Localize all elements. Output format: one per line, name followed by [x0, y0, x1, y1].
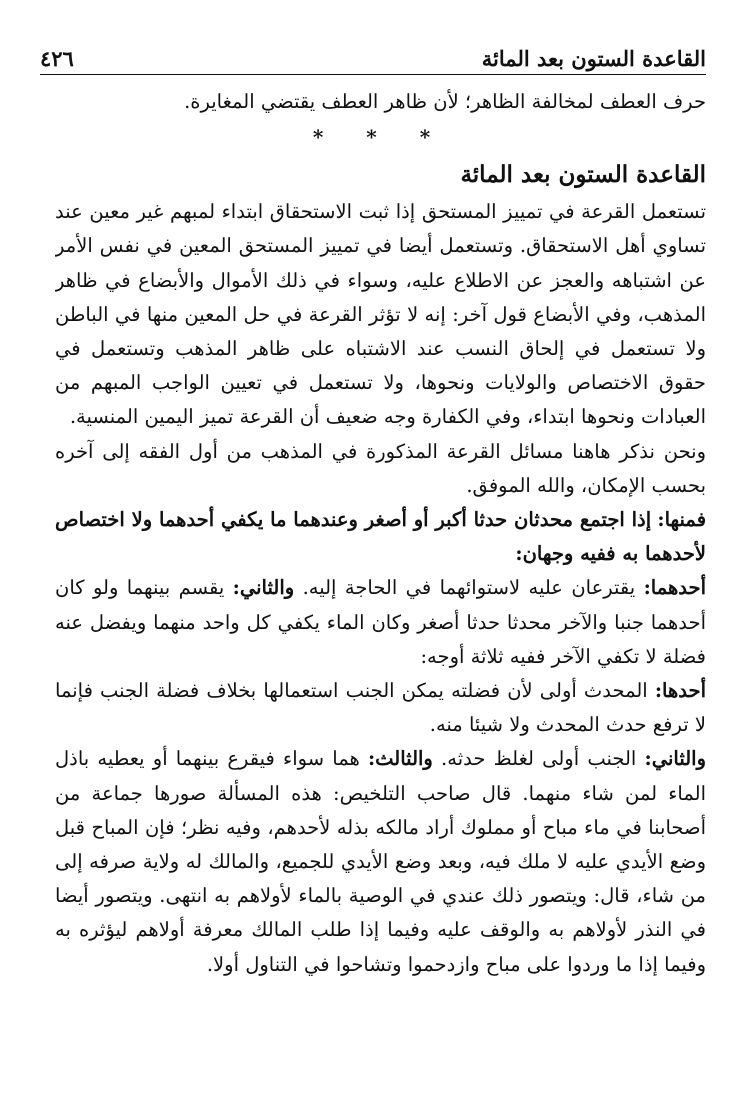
paragraph-4-lead: أحدهما: — [643, 576, 706, 600]
paragraph-4-lead-2: والثاني: — [232, 576, 295, 600]
paragraph-3-lead: فمنها: — [657, 508, 706, 532]
page-body — [55, 85, 706, 1067]
paragraph-6-lead-2: والثالث: — [367, 747, 433, 771]
paragraph-6-mid: الجنب أولى لغلظ حدثه. — [441, 747, 637, 771]
page-number: ٤٢٦ — [40, 46, 74, 71]
running-header — [40, 40, 706, 75]
paragraph-1: تستعمل القرعة في تمييز المستحق إذا ثبت الاستحقاق ابتداء لمبهم غير معين عند تساوي أهل الاستحقاق. وتستعمل أيضا في تمييز المستحق المعين في نفس الأمر عن اشتباهه والعجز عن الاطلاع عليه، وسواء في ذلك الأموال والأبضاع في ظاهر المذهب، وفي الأبضاع قول آخر: إنه لا تؤثر القرعة في حل المعين منها في الباطن ولا تستعمل في إلحاق النسب عند الاشتباه على ظاهر المذهب وتستعمل في حقوق الاختصاص والولايات ونحوها، ولا تستعمل في تعيين الواجب المبهم من العبادات ونحوها ابتداء، وفي الكفارة وجه ضعيف أن القرعة تميز اليمين المنسية. — [55, 200, 706, 429]
paragraph-4-text: يقسم بينهما ولو كان أحدهما جنبا والآخر محدثا حدثا أصغر وكان الماء يكفي كل واحد منهما ويفضل عنه فضلة لا تكفي الآخر ففيه ثلاثة أوجه: — [55, 576, 706, 668]
paragraph-4 — [55, 571, 706, 674]
paragraph-5 — [55, 674, 706, 742]
running-title: القاعدة الستون بعد المائة — [481, 46, 706, 71]
paragraph-6 — [55, 742, 706, 981]
section-heading: القاعدة الستون بعد المائة — [460, 161, 706, 189]
paragraph-4-mid: يقترعان عليه لاستوائهما في الحاجة إليه. — [302, 576, 636, 600]
paragraph-5-lead: أحدها: — [654, 679, 706, 703]
paragraph-3 — [55, 503, 706, 571]
paragraph-2: ونحن نذكر هاهنا مسائل القرعة المذكورة في المذهب من أول الفقه إلى آخره بحسب الإمكان، والله الموفق. — [55, 439, 706, 497]
paragraph-6-text: هما سواء فيقرع بينهما أو يعطيه باذل الماء لمن شاء منهما. قال صاحب التلخيص: هذه المسألة صورها جماعة من أصحابنا في ماء مباح أو مملوك أراد مالكه بذله لأحدهم، وفيه نظر؛ فإن المباح قبل وضع الأيدي عليه لا ملك فيه، وبعد وضع الأيدي للجميع، والمالك له ولاية صرفه إلى من شاء، قال: ويتصور ذلك عندي في الوصية بالماء لأولاهم به انتهى. ويتصور أيضا في النذر لأولاهم به والوقف عليه وفيما إذا طلب المالك معرفة أولاهم ليؤثره به وفيما إذا ما وردوا على مباح وازدحموا وتشاحوا في التناول أولا. — [55, 747, 706, 976]
section-separator: * * * — [312, 125, 449, 150]
paragraph-6-lead: والثاني: — [644, 747, 706, 771]
paragraph-5-text: المحدث أولى لأن فضلته يمكن الجنب استعمالها بخلاف فضلة الجنب فإنما لا ترفع حدث المحدث ولا شيئا منه. — [55, 679, 706, 737]
intro-line: حرف العطف لمخالفة الظاهر؛ لأن ظاهر العطف يقتضي المغايرة. — [184, 90, 706, 113]
paragraph-3-text: إذا اجتمع محدثان حدثا أكبر أو أصغر وعندهما ما يكفي أحدهما ولا اختصاص لأحدهما به ففيه وجهان: — [55, 508, 706, 566]
